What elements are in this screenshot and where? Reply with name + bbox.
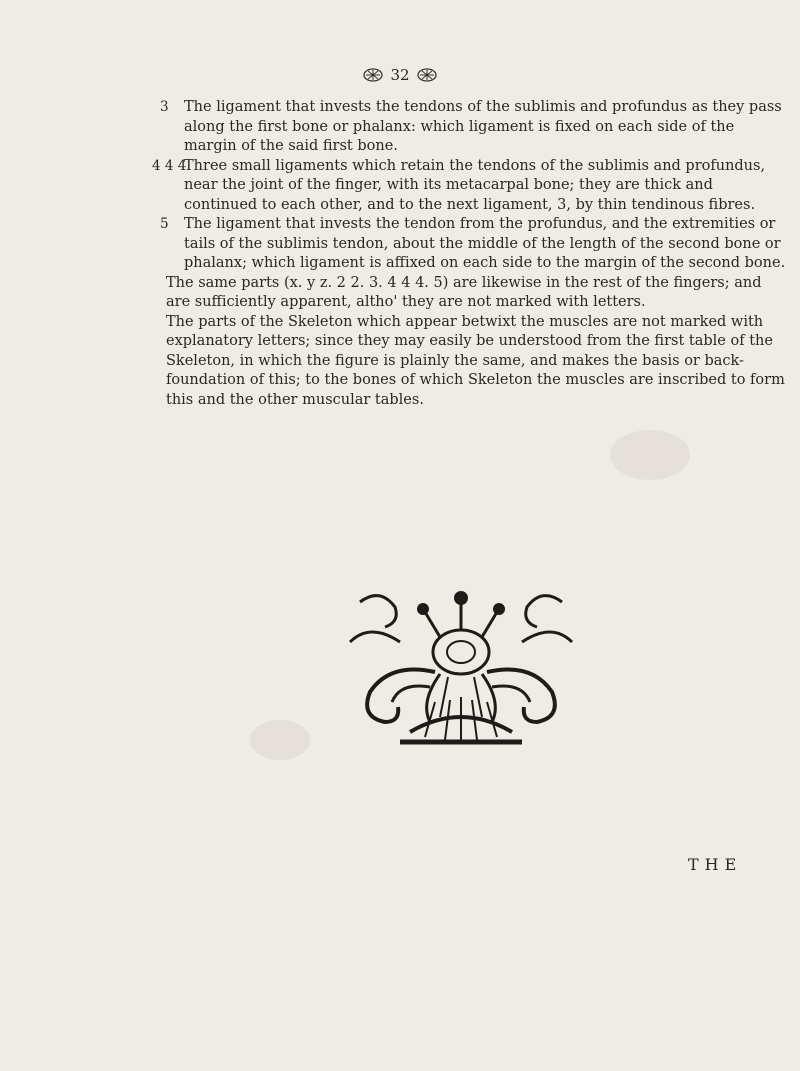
legend-entry (152, 157, 786, 216)
paragraph: The same parts (x. y z. 2 2. 3. 4 4 4. 5) are likewise in the rest of the fingers; and are sufficiently apparent, altho' they are not marked with letters. (166, 274, 762, 310)
right-ornament-icon (416, 67, 438, 83)
legend-entry (160, 98, 786, 157)
entry-text: Three small ligaments which retain the tendons of the sublimis and profundus, near the joint of the finger, with its metacarpal bone; they are thick and continued to each other, and to the next ligament, 3, by thin tendinous fibres. (184, 157, 766, 213)
entry-text: The ligament that invests the tendon from the profundus, and the extremities or tails of the sublimis tendon, about the middle of the length of the second bone or phalanx; which ligament is affixed on each side to the margin of the second bone. (184, 216, 786, 271)
entry-text: The ligament that invests the tendons of the sublimis and profundus as they pass along the first bone or phalanx: which ligament is fixed on each side of the margin of the said first bone. (184, 99, 782, 154)
foxing-spot (610, 430, 690, 480)
foxing-spot (250, 720, 310, 760)
legend-entry (160, 215, 786, 274)
catchword: THE (688, 855, 743, 874)
entry-number: 5 (160, 216, 169, 232)
page-number: 32 (390, 66, 410, 84)
paragraph: The parts of the Skeleton which appear betwixt the muscles are not marked with explanatory letters; since they may easily be understood from the first table of the Skeleton, in which the figure is plainly the same, and makes the basis or back-foundation of this; to the bones of which Skeleton the muscles are inscribed to form this and the other muscular tables. (166, 313, 785, 408)
floral-vignette-icon (340, 582, 582, 750)
entry-number: 3 (160, 99, 169, 115)
page-header (0, 66, 800, 84)
body-text (152, 98, 786, 410)
entry-number: 4 4 4 (152, 157, 187, 174)
left-ornament-icon (362, 67, 384, 83)
